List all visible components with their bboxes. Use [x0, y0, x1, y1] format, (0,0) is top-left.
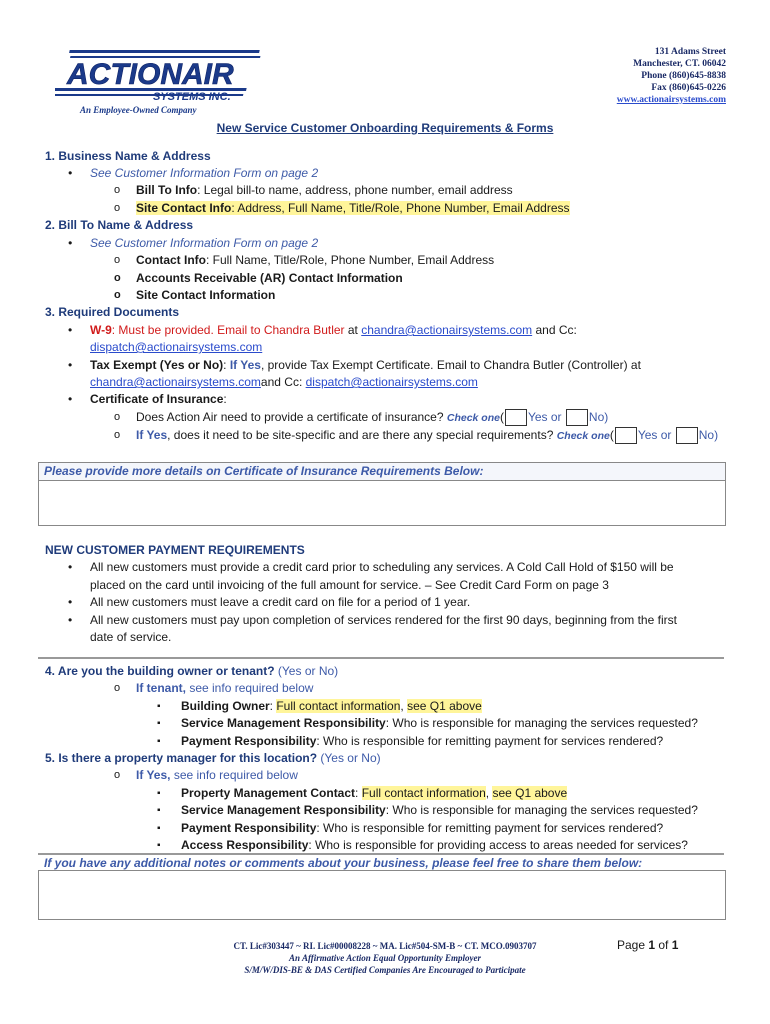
- section-2-ar-contact: o Accounts Receivable (AR) Contact Information: [136, 270, 403, 287]
- tax-email-link[interactable]: chandra@actionairsystems.com: [90, 375, 261, 389]
- coi-q2-no-checkbox[interactable]: [676, 427, 698, 444]
- company-address: [617, 46, 726, 106]
- footer: [180, 940, 590, 976]
- tax-exempt-label: Tax Exempt (Yes or No): [90, 358, 224, 372]
- section-4-heading: 4. Are you the building owner or tenant? (Yes or No): [45, 664, 339, 678]
- coi-q1-no-checkbox[interactable]: [566, 409, 588, 426]
- tax-exempt-item: • Tax Exempt (Yes or No): If Yes, provide Tax Exempt Certificate. Email to Chandra Butler (Controller) at: [90, 357, 641, 374]
- site-contact-label: Site Contact Info: [136, 201, 232, 215]
- s4-service-mgmt-item: ▪ Service Management Responsibility: Who is responsible for managing the services requested?: [181, 715, 698, 732]
- company-tagline: An Employee-Owned Company: [80, 105, 197, 115]
- building-owner-item: ▪ Building Owner: Full contact information, see Q1 above: [181, 698, 482, 715]
- coi-label: Certificate of Insurance: [90, 392, 224, 406]
- section-1-bill-to: [136, 182, 513, 199]
- s5-payment-item: ▪ Payment Responsibility: Who is responsible for remitting payment for services rendered?: [181, 820, 663, 837]
- footer-licenses: CT. Lic#303447 ~ RI. Lic#00008228 ~ MA. Lic#504-SM-B ~ CT. MCO.0903707: [233, 941, 537, 951]
- coi-question-1: o Does Action Air need to provide a certificate of insurance? Check one( Yes or No): [136, 409, 608, 426]
- page-number: Page 1 of 1: [617, 938, 679, 952]
- section-1-heading: 1. Business Name & Address: [45, 149, 211, 163]
- coi-item: • Certificate of Insurance:: [90, 391, 227, 408]
- coi-question-2: o If Yes, does it need to be site-specific and are there any special requirements? Check one( Yes or No): [136, 427, 718, 444]
- payment-bullet-1b: placed on the card until invoicing of the full amount for service. – See Credit Card Form on page 3: [90, 578, 609, 592]
- yes-or-label-2: Yes or: [637, 428, 672, 442]
- w9-label: W-9: [90, 323, 112, 337]
- notes-textarea[interactable]: [38, 870, 726, 920]
- address-city: Manchester, CT. 06042: [633, 59, 726, 69]
- coi-q1-yes-checkbox[interactable]: [505, 409, 527, 426]
- s4-payment-item: ▪ Payment Responsibility: Who is responsible for remitting payment for services rendered?: [181, 733, 663, 750]
- property-mgmt-item: ▪ Property Management Contact: Full contact information, see Q1 above: [181, 785, 567, 802]
- address-street: 131 Adams Street: [654, 47, 726, 57]
- tax-exempt-emails: chandra@actionairsystems.comand Cc: dispatch@actionairsystems.com: [90, 375, 478, 389]
- section-1-site-contact: [136, 200, 570, 217]
- coi-q2-yes-checkbox[interactable]: [615, 427, 637, 444]
- payment-bullet-1a: • All new customers must provide a credit card prior to scheduling any services. A Cold Call Hold of $150 will be: [90, 559, 674, 576]
- payment-bullet-3a: • All new customers must pay upon completion of services rendered for the first 90 days, beginning from the first: [90, 612, 677, 629]
- tax-if-yes: If Yes: [229, 358, 261, 372]
- w9-cc: [90, 339, 262, 356]
- payment-bullet-2: • All new customers must leave a credit card on file for a period of 1 year.: [90, 594, 470, 611]
- payment-bullet-3b: date of service.: [90, 630, 172, 644]
- contact-info-text: : Full Name, Title/Role, Phone Number, Email Address: [206, 253, 495, 267]
- site-contact-text: : Address, Full Name, Title/Role, Phone Number, Email Address: [231, 201, 570, 215]
- tax-cc-email-link[interactable]: dispatch@actionairsystems.com: [305, 375, 478, 389]
- section-5-heading: 5. Is there a property manager for this location? (Yes or No): [45, 751, 381, 765]
- logo-subtext: SYSTEMS INC.: [153, 91, 231, 103]
- footer-certified: S/M/W/DIS-BE & DAS Certified Companies Are Encouraged to Participate: [244, 965, 526, 975]
- bill-to-label: Bill To Info: [136, 183, 198, 197]
- yes-or-label-1: Yes or: [527, 410, 562, 424]
- footer-eoe: An Affirmative Action Equal Opportunity Employer: [289, 953, 481, 963]
- w9-cc-email-link[interactable]: dispatch@actionairsystems.com: [90, 340, 263, 354]
- logo-text: ACTIONAIR: [67, 58, 234, 91]
- company-logo: [55, 44, 265, 104]
- section-3-heading: 3. Required Documents: [45, 305, 180, 319]
- bill-to-text: : Legal bill-to name, address, phone number, email address: [197, 183, 513, 197]
- section-4-if-tenant: o If tenant, see info required below: [136, 680, 313, 697]
- company-website-link[interactable]: www.actionairsystems.com: [616, 95, 726, 105]
- section-2-site-contact: o Site Contact Information: [136, 287, 275, 304]
- page-title: New Service Customer Onboarding Requirements & Forms: [216, 121, 554, 135]
- tax-exempt-text: , provide Tax Exempt Certificate. Email to Chandra Butler (Controller) at: [260, 358, 641, 372]
- address-phone: Phone (860)645-8838: [641, 71, 726, 81]
- check-one-label-2: Check one: [556, 430, 610, 442]
- notes-label: If you have any additional notes or comments about your business, please feel free to share them below:: [44, 856, 643, 870]
- coi-details-label: Please provide more details on Certificate of Insurance Requirements Below:: [44, 464, 484, 478]
- divider: [38, 657, 724, 659]
- s5-access-item: ▪ Access Responsibility: Who is responsible for providing access to areas needed for services?: [181, 837, 688, 854]
- section-5-if-yes: o If Yes, see info required below: [136, 767, 298, 784]
- w9-email-link[interactable]: chandra@actionairsystems.com: [361, 323, 533, 337]
- section-1-ref: • See Customer Information Form on page 2: [90, 165, 318, 182]
- s5-service-mgmt-item: ▪ Service Management Responsibility: Who is responsible for managing the services requested?: [181, 802, 698, 819]
- coi-q2-if-yes: If Yes: [136, 428, 168, 442]
- contact-info-label: Contact Info: [136, 253, 206, 267]
- no-label-2: No): [698, 428, 719, 442]
- w9-item: • W-9: Must be provided. Email to Chandra Butler at chandra@actionairsystems.com and Cc:: [90, 322, 577, 339]
- w9-text: : Must be provided. Email to Chandra Butler: [111, 323, 345, 337]
- section-2-heading: 2. Bill To Name & Address: [45, 218, 194, 232]
- payment-heading: NEW CUSTOMER PAYMENT REQUIREMENTS: [45, 543, 305, 557]
- coi-details-textarea[interactable]: [38, 480, 726, 526]
- section-2-contact-info: [136, 252, 494, 269]
- coi-q2-text: , does it need to be site-specific and are there any special requirements?: [167, 428, 554, 442]
- no-label-1: No): [588, 410, 609, 424]
- coi-q1-text: Does Action Air need to provide a certificate of insurance?: [136, 410, 444, 424]
- section-2-ref: • See Customer Information Form on page 2: [90, 235, 318, 252]
- address-fax: Fax (860)645-0226: [651, 83, 726, 93]
- check-one-label-1: Check one: [446, 412, 500, 424]
- coi-details-header: [38, 462, 726, 481]
